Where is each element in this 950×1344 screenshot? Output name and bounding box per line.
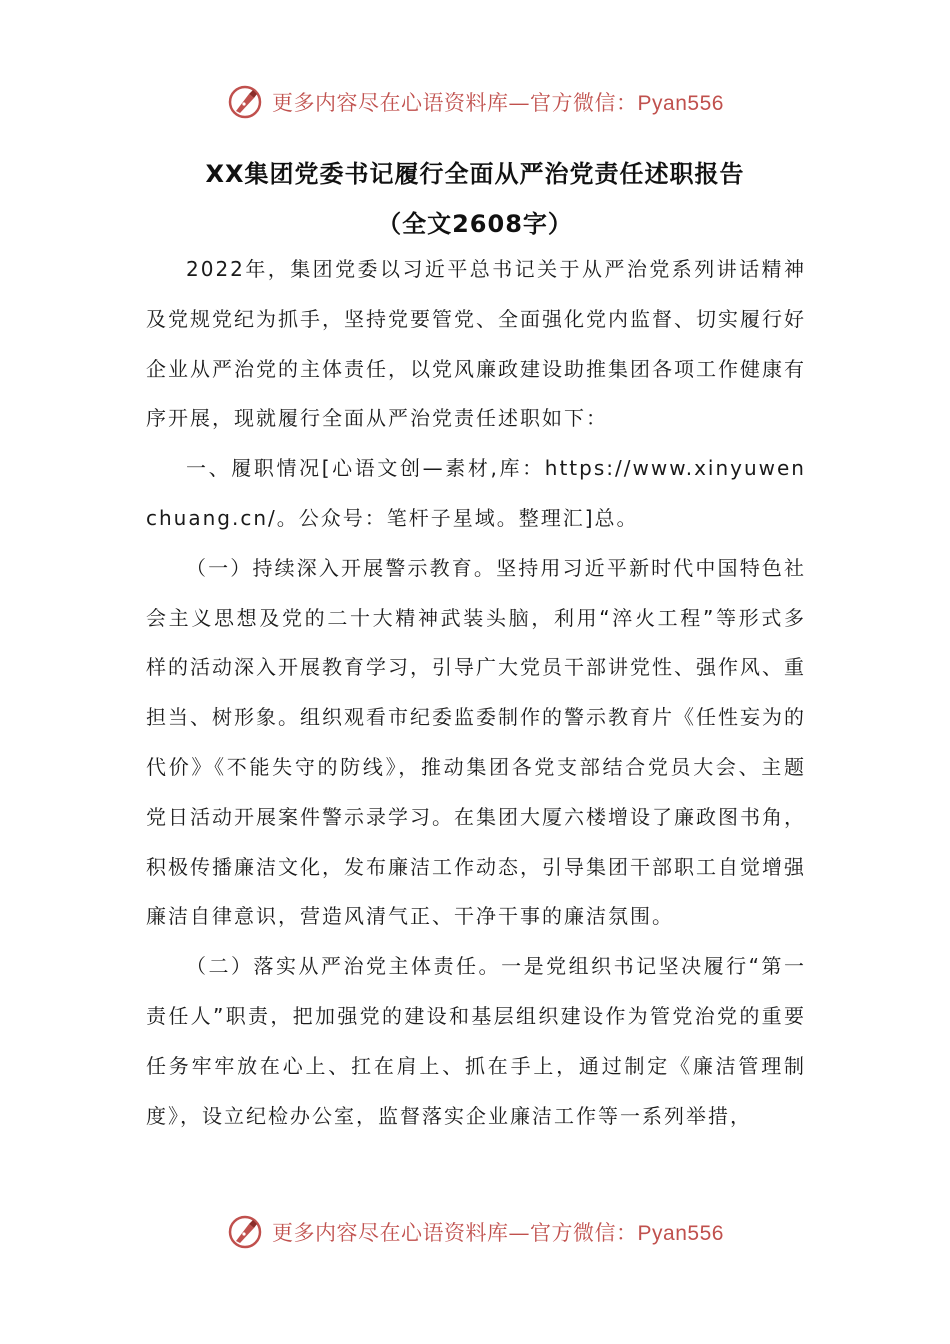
wechat-id: Pyan556 xyxy=(637,92,724,115)
banner-text: 更多内容尽在心语资料库—官方微信：Pyan556 xyxy=(272,91,724,115)
wechat-id: Pyan556 xyxy=(637,1222,724,1245)
pen-nib-icon xyxy=(226,1213,264,1251)
paragraph-item-1: （一）持续深入开展警示教育。坚持用习近平新时代中国特色社会主义思想及党的二十大精神武装头脑，利用“淬火工程”等形式多样的活动深入开展教育学习，引导广大党员干部讲党性、强作风、重担当、树形象。组织观看市纪委监委制作的警示教育片《任性妄为的代价》《不能失守的防线》，推动集团各党支部结合党员大会、主题党日活动开展案件警示录学习。在集团大厦六楼增设了廉政图书角，积极传播廉洁文化，发布廉洁工作动态，引导集团干部职工自觉增强廉洁自律意识，营造风清气正、干净干事的廉洁氛围。 xyxy=(146,555,806,929)
banner-text: 更多内容尽在心语资料库—官方微信：Pyan556 xyxy=(272,1221,724,1245)
footer-banner xyxy=(0,1210,950,1254)
pen-nib-icon xyxy=(226,83,264,121)
header-banner xyxy=(0,80,950,124)
paragraph-section-heading: 一、履职情况[心语文创—素材,库：https://www.xinyuwenchuang.cn/。公众号：笔杆子星域。整理汇]总。 xyxy=(146,456,806,530)
paragraph-intro: 2022年，集团党委以习近平总书记关于从严治党系列讲话精神及党规党纪为抓手，坚持党要管党、全面强化党内监督、切实履行好企业从严治党的主体责任，以党风廉政建设助推集团各项工作健康有序开展，现就履行全面从严治党责任述职如下： xyxy=(146,257,806,431)
document-subtitle: （全文2608字） xyxy=(377,210,573,238)
document-body xyxy=(146,245,806,1141)
paragraph-item-2: （二）落实从严治党主体责任。一是党组织书记坚决履行“第一责任人”职责，把加强党的建设和基层组织建设作为管党治党的重要任务牢牢放在心上、扛在肩上、抓在手上，通过制定《廉洁管理制度》，设立纪检办公室，监督落实企业廉洁工作等一系列举措， xyxy=(146,954,806,1128)
document-title: XX集团党委书记履行全面从严治党责任述职报告 xyxy=(205,160,745,188)
